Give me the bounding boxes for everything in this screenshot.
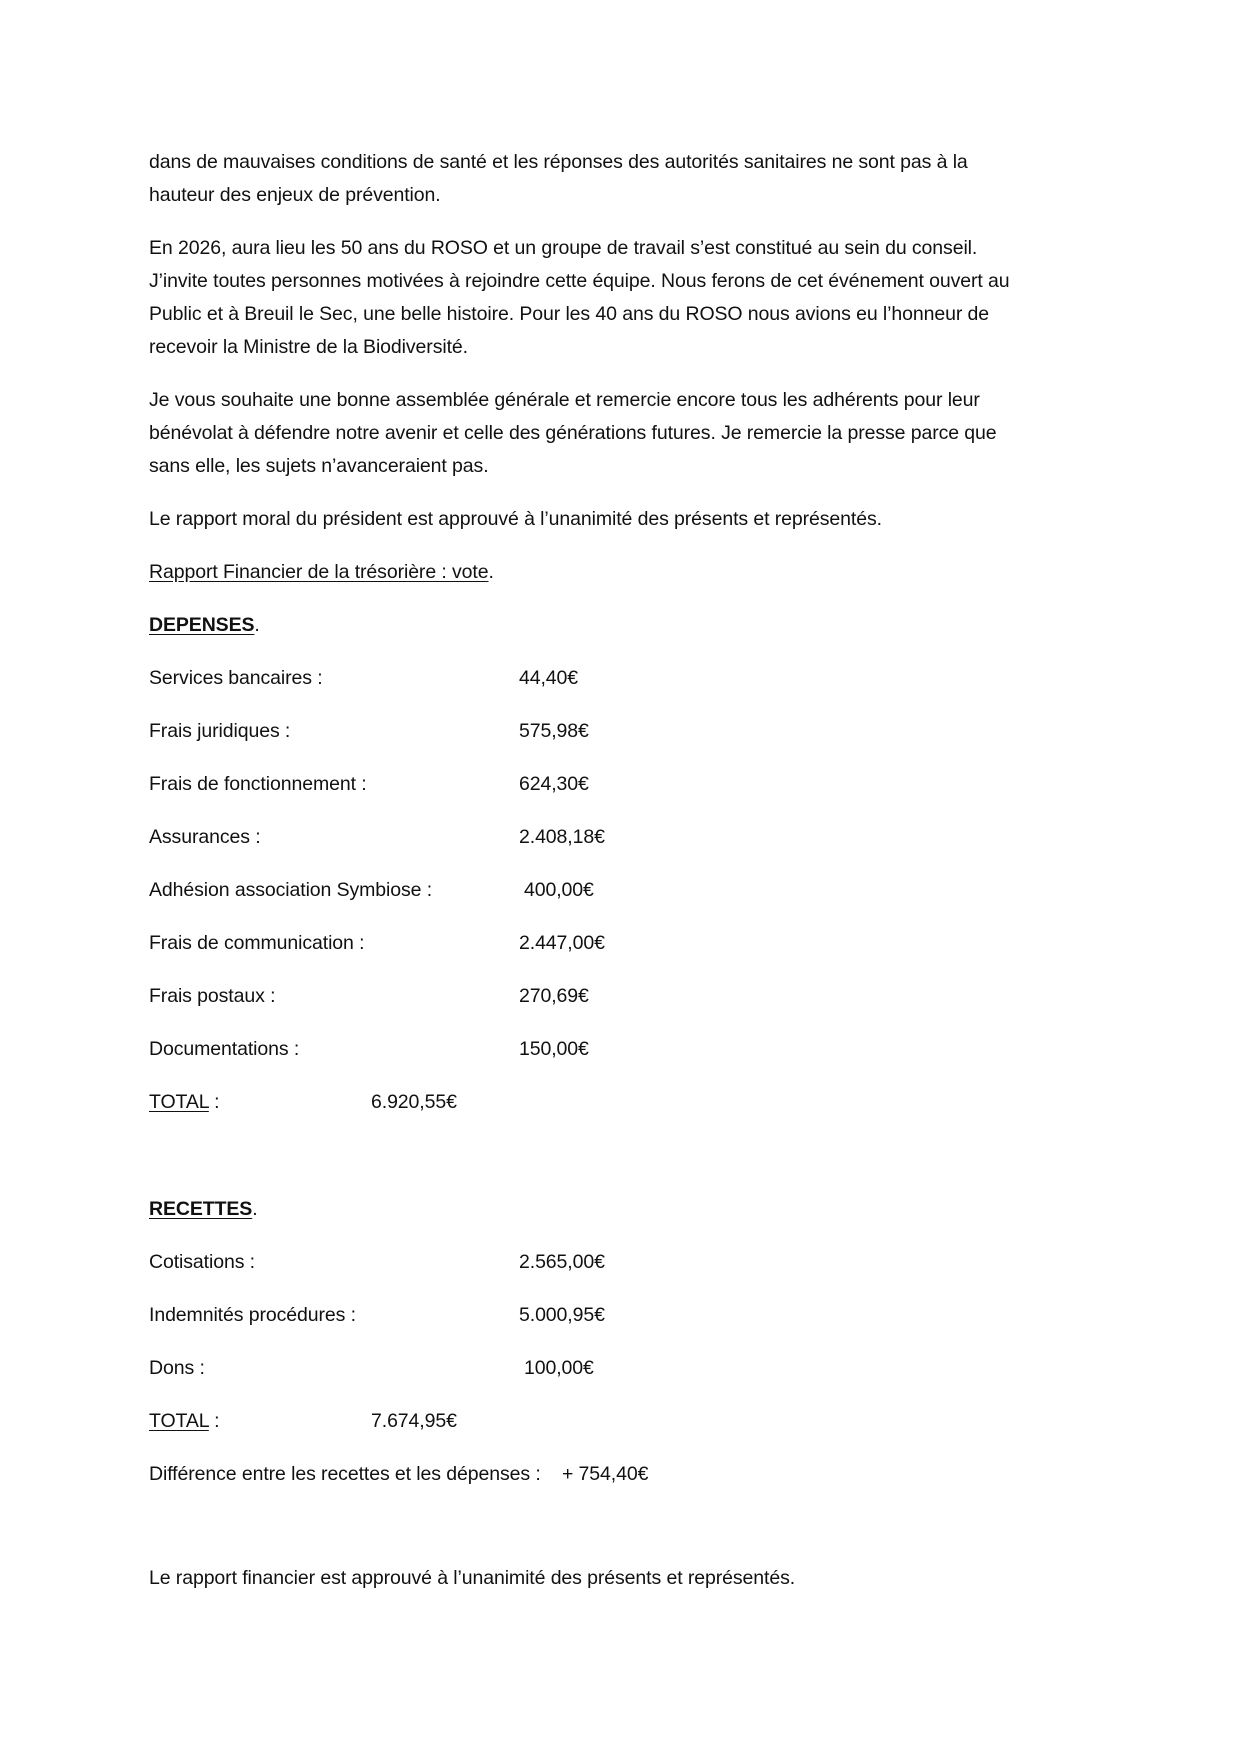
paragraph-anniversary-line-4: recevoir la Ministre de la Biodiversité. [149, 336, 468, 358]
paragraph-health-line-2: hauteur des enjeux de prévention. [149, 184, 441, 206]
expense-total-colon: : [208, 1091, 220, 1113]
expense-amount: 400,00€ [524, 879, 594, 901]
expense-label: Services bancaires : [149, 667, 323, 689]
expense-amount: 270,69€ [519, 985, 589, 1007]
paragraph-thanks-line-2: bénévolat à défendre notre avenir et celle des générations futures. Je remercie la presse parce que [149, 422, 997, 444]
expense-total-label: TOTAL [149, 1091, 209, 1113]
income-row [149, 1246, 1109, 1279]
expense-total-amount: 6.920,55€ [371, 1091, 457, 1113]
paragraph-health [149, 146, 1109, 212]
expense-label: Frais de fonctionnement : [149, 773, 367, 795]
expense-label: Frais juridiques : [149, 720, 291, 742]
income-label: Indemnités procédures : [149, 1304, 356, 1326]
income-amount: 2.565,00€ [519, 1251, 605, 1273]
section-spacer [149, 1139, 1109, 1193]
expense-row [149, 980, 1109, 1013]
paragraph-health-line-1: dans de mauvaises conditions de santé et les réponses des autorités sanitaires ne sont pas à la [149, 151, 968, 173]
expense-amount: 2.447,00€ [519, 932, 605, 954]
expense-amount: 150,00€ [519, 1038, 589, 1060]
depenses-heading [149, 609, 1109, 642]
difference-label: Différence entre les recettes et les dépenses : [149, 1463, 541, 1485]
income-amount: 5.000,95€ [519, 1304, 605, 1326]
paragraph-thanks-line-3: sans elle, les sujets n’avanceraient pas. [149, 455, 489, 477]
paragraph-anniversary-line-1: En 2026, aura lieu les 50 ans du ROSO et un groupe de travail s’est constitué au sein du conseil. [149, 237, 978, 259]
paragraph-anniversary [149, 232, 1109, 364]
difference-amount: + 754,40€ [561, 1463, 649, 1485]
income-total-label: TOTAL [149, 1410, 209, 1432]
income-total-row [149, 1405, 1109, 1438]
expense-label: Adhésion association Symbiose : [149, 879, 433, 901]
expense-row [149, 874, 1109, 907]
expense-label: Frais postaux : [149, 985, 276, 1007]
income-label: Cotisations : [149, 1251, 255, 1273]
moral-report-approval: Le rapport moral du président est approuvé à l’unanimité des présents et représentés. [149, 508, 882, 530]
expense-row [149, 715, 1109, 748]
financial-report-approval: Le rapport financier est approuvé à l’unanimité des présents et représentés. [149, 1567, 796, 1589]
document-body [149, 146, 1109, 1615]
income-row [149, 1299, 1109, 1332]
depenses-title-suffix: . [254, 614, 260, 636]
expense-row [149, 821, 1109, 854]
income-total-label-group [149, 1405, 219, 1438]
expense-amount: 624,30€ [519, 773, 589, 795]
financial-report-heading [149, 556, 1109, 589]
income-label: Dons : [149, 1357, 205, 1379]
income-total-colon: : [208, 1410, 220, 1432]
expense-total-label-group [149, 1086, 219, 1119]
recettes-title-suffix: . [252, 1198, 258, 1220]
recettes-heading [149, 1193, 1109, 1226]
difference-row [149, 1458, 1109, 1491]
income-row [149, 1352, 1109, 1385]
expense-amount: 2.408,18€ [519, 826, 605, 848]
recettes-title: RECETTES [149, 1198, 253, 1220]
section-spacer [149, 1511, 1109, 1562]
expense-total-row [149, 1086, 1109, 1119]
expense-label: Documentations : [149, 1038, 300, 1060]
depenses-title: DEPENSES [149, 614, 255, 636]
paragraph-thanks [149, 384, 1109, 483]
expense-label: Frais de communication : [149, 932, 365, 954]
expense-row [149, 1033, 1109, 1066]
expense-label: Assurances : [149, 826, 261, 848]
difference-text [149, 1458, 648, 1491]
income-amount: 100,00€ [524, 1357, 594, 1379]
paragraph-thanks-line-1: Je vous souhaite une bonne assemblée générale et remercie encore tous les adhérents pour leur [149, 389, 980, 411]
expense-row [149, 768, 1109, 801]
paragraph-anniversary-line-2: J’invite toutes personnes motivées à rejoindre cette équipe. Nous ferons de cet événement ouvert au [149, 270, 1010, 292]
expense-row [149, 927, 1109, 960]
financial-report-title-suffix: . [488, 561, 494, 583]
paragraph-anniversary-line-3: Public et à Breuil le Sec, une belle histoire. Pour les 40 ans du ROSO nous avions eu l’honneur de [149, 303, 990, 325]
income-total-amount: 7.674,95€ [371, 1410, 457, 1432]
expense-row [149, 662, 1109, 695]
expense-amount: 44,40€ [519, 667, 579, 689]
financial-report-title: Rapport Financier de la trésorière : vote [149, 561, 489, 583]
expense-amount: 575,98€ [519, 720, 589, 742]
